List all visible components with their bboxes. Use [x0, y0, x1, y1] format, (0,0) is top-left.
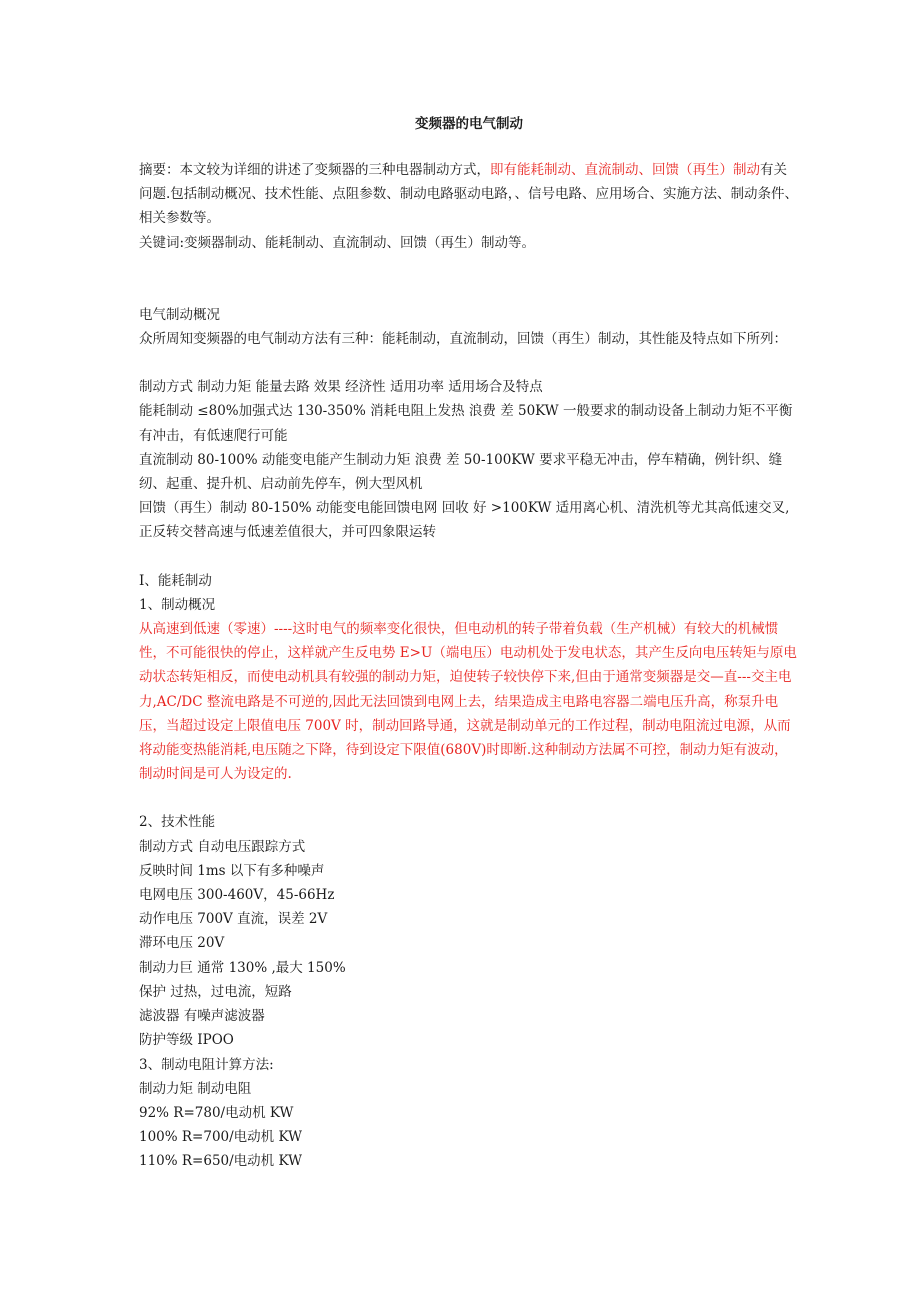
spec-line: 保护 过热，过电流，短路	[139, 983, 292, 1000]
spec-line: 动作电压 700V 直流，误差 2V	[139, 911, 328, 928]
subsection-heading: 1、制动概况	[139, 596, 216, 613]
document-title: 变频器的电气制动	[415, 116, 523, 132]
spec-line: 电网电压 300-460V，45-66Hz	[139, 887, 335, 904]
spacer	[139, 786, 799, 810]
spec-line: 制动力巨 通常 130% ,最大 150%	[139, 959, 346, 976]
section-heading: I、能耗制动	[139, 572, 212, 589]
spacer	[139, 545, 799, 569]
calc-row: 92% R=780/电动机 KW	[139, 1104, 294, 1121]
calc-header-line: 制动力矩 制动电阻	[139, 1080, 252, 1097]
spec-line: 防护等级 IPOO	[139, 1032, 234, 1049]
abstract-prefix: 摘要：本文较为详细的讲述了变频器的三种电器制动方式，	[139, 162, 490, 178]
overview-heading: 电气制动概况	[139, 306, 220, 323]
abstract-paragraph	[139, 158, 799, 231]
calc-row: 110% R=650/电动机 KW	[139, 1153, 302, 1170]
abstract-highlight: 即有能耗制动、直流制动、回馈（再生）制动	[490, 162, 760, 178]
spec-line: 制动方式 自动电压跟踪方式	[139, 838, 306, 855]
spacer	[139, 255, 799, 303]
spacer	[139, 351, 799, 375]
table-header-line: 制动方式 制动力矩 能量去路 效果 经济性 适用功率 适用场合及特点	[139, 379, 543, 396]
spec-line: 滞环电压 20V	[139, 935, 225, 952]
spec-line: 反映时间 1ms 以下有多种噪声	[139, 862, 325, 879]
calc-row: 100% R=700/电动机 KW	[139, 1129, 302, 1146]
document-page	[139, 110, 799, 1174]
keywords-line: 关键词:变频器制动、能耗制动、直流制动、回馈（再生）制动等。	[139, 234, 536, 251]
braking-overview-paragraph: 从高速到低速（零速）----这时电气的频率变化很快，但电动机的转子带着负载（生产机械）有较大的机械惯性，不可能很快的停止，这样就产生反电势 E>U（端电压）电动机处于发电状态，其产生反向电压转矩与原电动状态转矩相反，而使电动机具有较强的制动力矩，迫使转子较快停下来,但由于通常变频器是交—直---交主电力,AC/DC 整流电路是不可逆的,因此无法回馈到电网上去，结果造成主电路电容器二端电压升高，称泵升电压，当超过设定上限值电压 700V 时，制动回路导通，这就是制动单元的工作过程，制动电阻流过电源，从而将动能变热能消耗,电压随之下降，待到设定下限值(680V)时即断.这种制动方法属不可控，制动力矩有波动，制动时间是可人为设定的.	[139, 621, 797, 783]
subsection-heading: 2、技术性能	[139, 814, 216, 831]
table-row: 直流制动 80-100% 动能变电能产生制动力矩 浪费 差 50-100KW 要求平稳无冲击，停车精确，例针织、缝纫、起重、提升机、启动前先停车，例大型风机	[139, 451, 783, 493]
abstract-suffix: 有关问题.包括制动概况、技术性能、点阻参数、制动电路驱动电路，、信号电路、应用场合、实施方法、制动条件、相关参数等。	[139, 162, 799, 227]
subsection-heading: 3、制动电阻计算方法:	[139, 1056, 274, 1073]
table-row: 回馈（再生）制动 80-150% 动能变电能回馈电网 回收 好 >100KW 适用离心机、清洗机等尤其高低速交叉,正反转交替高速与低速差值很大，并可四象限运转	[139, 500, 790, 541]
spec-line: 滤波器 有噪声滤波器	[139, 1008, 265, 1025]
table-row: 能耗制动 ≤80%加强式达 130-350% 消耗电阻上发热 浪费 差 50KW 一般要求的制动设备上制动力矩不平衡有冲击，有低速爬行可能	[139, 403, 793, 444]
overview-intro: 众所周知变频器的电气制动方法有三种：能耗制动，直流制动，回馈（再生）制动，其性能及特点如下所列：	[139, 331, 787, 348]
